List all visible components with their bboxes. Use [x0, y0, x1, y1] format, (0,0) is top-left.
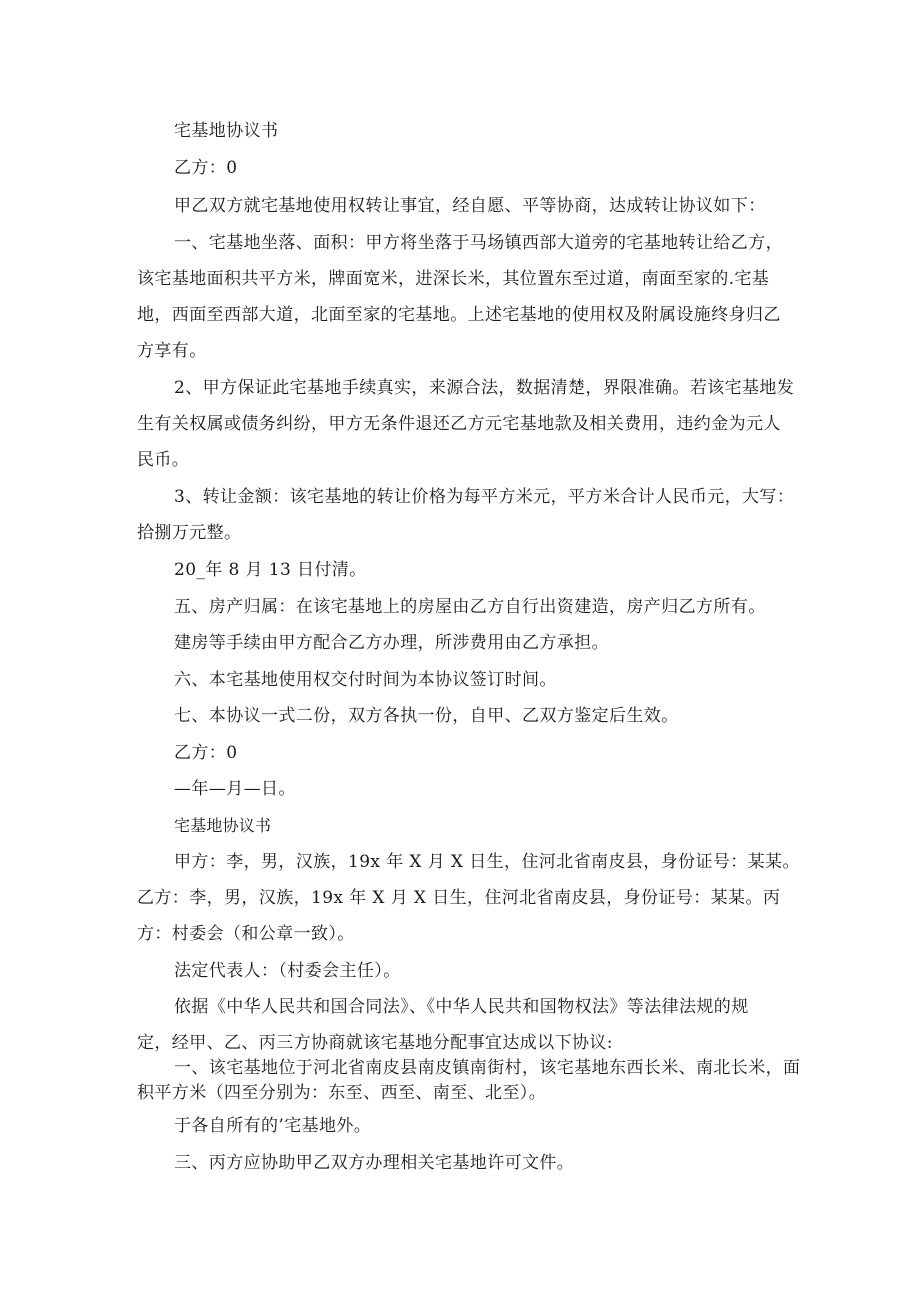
legal-representative: 法定代表人：（村委会主任）。 — [174, 961, 401, 981]
clause-3-line: 拾捌万元整。 — [137, 523, 242, 543]
clause-1-line: 地，西面至西部大道，北面至家的宅基地。上述宅基地的使用权及附属设施终身归乙 — [137, 305, 781, 325]
basis-line: 依据《中华人民共和国合同法》、《中华人民共和国物权法》等法律法规的规 — [174, 997, 749, 1017]
basis-line: 定，经甲、乙、丙三方协商就该宅基地分配事宜达成以下协议: — [137, 1033, 613, 1053]
clause-2-line: 2、甲方保证此宅基地手续真实，来源合法，数据清楚，界限准确。若该宅基地发 — [174, 378, 795, 398]
clause-6: 六、本宅基地使用权交付时间为本协议签订时间。 — [174, 670, 557, 690]
party-b-line: 乙方：0 — [174, 158, 238, 178]
clause-1-line: 该宅基地面积共平方米，牌面宽米，进深长米，其位置东至过道，南面至家的.宅基 — [137, 269, 770, 289]
doc-title: 宅基地协议书 — [174, 121, 279, 141]
clause-1-line: 一、宅基地坐落、面积：甲方将坐落于马场镇西部大道旁的宅基地转让给乙方， — [174, 233, 783, 253]
parties-line: 方：村委会（和公章一致）。 — [137, 924, 355, 944]
clause-5: 五、房产归属：在该宅基地上的房屋由乙方自行出资建造，房产归乙方所有。 — [174, 597, 766, 617]
clause-7: 七、本协议一式二份，双方各执一份，自甲、乙双方鉴定后生效。 — [174, 706, 679, 726]
clause-1-line: 方享有。 — [137, 341, 207, 361]
item-1-line: 积平方米（四至分别为：东至、西至、南至、北至）。 — [137, 1083, 547, 1103]
date-line: —年—月—日。 — [174, 779, 296, 799]
item-1-line: 一、该宅基地位于河北省南皮县南皮镇南街村，该宅基地东西长米、南北长米，面 — [174, 1058, 801, 1078]
clause-2-line: 生有关权属或债务纠纷，甲方无条件退还乙方元宅基地款及相关费用，违约金为元人 — [137, 414, 781, 434]
clause-2-line: 民币。 — [137, 450, 190, 470]
intro-paragraph: 甲乙双方就宅基地使用权转让事宜，经自愿、平等协商，达成转让协议如下： — [174, 196, 766, 216]
clause-5b: 建房等手续由甲方配合乙方办理，所涉费用由乙方承担。 — [174, 633, 609, 653]
party-b-signature: 乙方：0 — [174, 743, 238, 763]
item-2: 于各自所有的’宅基地外。 — [174, 1116, 372, 1136]
doc-title-2: 宅基地协议书 — [174, 816, 272, 835]
parties-line: 甲方：李，男，汉族，19x 年 X 月 X 日生，住河北省南皮县，身份证号：某某。 — [174, 852, 800, 872]
parties-line: 乙方：李，男，汉族，19x 年 X 月 X 日生，住河北省南皮县，身份证号：某某。丙 — [137, 888, 781, 908]
item-3: 三、丙方应协助甲乙双方办理相关宅基地许可文件。 — [174, 1153, 575, 1173]
payment-date: 20_年 8 月 13 日付清。 — [174, 560, 367, 580]
clause-3-line: 3、转让金额：该宅基地的转让价格为每平方米元，平方米合计人民币元，大写： — [174, 487, 795, 507]
